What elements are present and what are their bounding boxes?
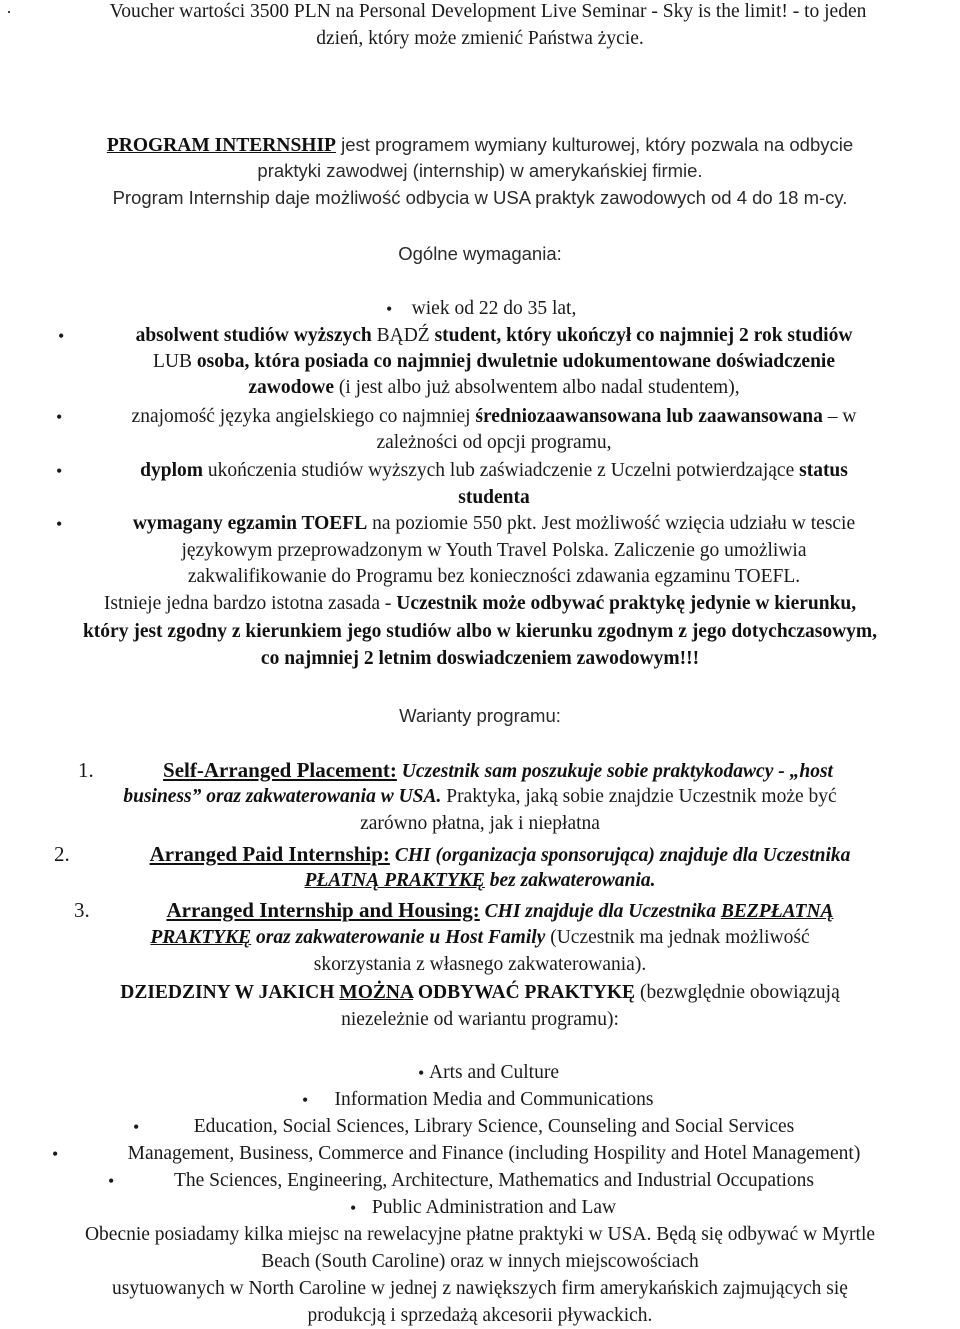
field-item: Management, Business, Commerce and Finance (including Hospility and Hotel Management)	[127, 1143, 861, 1164]
variant-3-line-3: skorzystania z własnego zakwaterowania).	[313, 954, 647, 975]
bullet-f0: •	[418, 1063, 425, 1083]
variant-3-line-2: PRAKTYKĘ oraz zakwaterowanie u Host Family (Uczestnik ma jednak możliwość	[150, 927, 810, 948]
bullet-r4: •	[56, 461, 63, 481]
closing-line-2: Beach (South Caroline) oraz w innych miejscowościach	[261, 1251, 699, 1272]
bullet-f1: •	[302, 1090, 309, 1110]
field-item: The Sciences, Engineering, Architecture, Mathematics and Industrial Occupations	[173, 1170, 815, 1191]
voucher-bullet: ·	[6, 2, 12, 22]
variant-3-line-1: Arranged Internship and Housing: CHI znajduje dla Uczestnika BEZPŁATNĄ	[166, 898, 834, 922]
variant-1-number: 1.	[78, 758, 94, 782]
closing-line-4: produkcją i sprzedażą akcesorii pływackich.	[307, 1305, 653, 1326]
variant-1-line-3: zarówno płatna, jak i niepłatna	[360, 813, 600, 834]
voucher-line-1: Voucher wartości 3500 PLN na Personal Development Live Seminar - Sky is the limit! - to jeden	[109, 1, 867, 22]
variant-3-number: 3.	[74, 898, 90, 922]
rule-line-1: Istnieje jedna bardzo istotna zasada - Uczestnik może odbywać praktykę jedynie w kierunku,	[103, 593, 857, 614]
requirement-education-3: zawodowe (i jest albo już absolwentem albo nadal studentem),	[248, 377, 740, 398]
bullet-r2: •	[58, 326, 65, 346]
requirement-age: wiek od 22 do 35 lat,	[411, 298, 577, 319]
bullet-r1: •	[386, 299, 393, 319]
voucher-line-2: dzień, który może zmienić Państwa życie.	[316, 28, 644, 49]
requirement-english: znajomość języka angielskiego co najmniej średniozaawansowana lub zaawansowana – w	[131, 406, 857, 427]
bullet-f5: •	[350, 1198, 357, 1218]
requirements-heading: Ogólne wymagania:	[398, 243, 562, 264]
internship-line-3: Program Internship daje możliwość odbycia w USA praktyk zawodowych od 4 do 18 m-cy.	[112, 187, 848, 208]
bullet-f2: •	[133, 1117, 140, 1137]
requirement-diploma: dyplom ukończenia studiów wyższych lub zaświadczenie z Uczelni potwierdzające status	[140, 460, 848, 481]
requirement-education: absolwent studiów wyższych BĄDŹ student, który ukończył co najmniej 2 rok studiów	[135, 325, 853, 346]
requirement-education-2: LUB osoba, która posiada co najmniej dwuletnie udokumentowane doświadczenie	[152, 351, 835, 372]
requirement-toefl-2: językowym przeprowadzonym w Youth Travel Polska. Zaliczenie go umożliwia	[181, 540, 807, 561]
internship-line-2: praktyki zawodwej (internship) w amerykańskiej firmie.	[257, 160, 703, 181]
fields-heading-2: niezeleżnie od wariantu programu):	[341, 1009, 619, 1030]
closing-line-1: Obecnie posiadamy kilka miejsc na rewelacyjne płatne praktyki w USA. Będą się odbywać w Myrtle	[84, 1224, 876, 1245]
variant-1-line-2: business” oraz zakwaterowania w USA. Praktyka, jaką sobie znajdzie Uczestnik może być	[123, 786, 837, 807]
variant-1-line-1: Self-Arranged Placement: Uczestnik sam poszukuje sobie praktykodawcy - „host	[163, 758, 833, 782]
requirement-english-2: zależności od opcji programu,	[376, 432, 612, 453]
internship-title: PROGRAM INTERNSHIP	[106, 135, 336, 156]
field-item: Public Administration and Law	[371, 1197, 617, 1218]
variant-2-line-1: Arranged Paid Internship: CHI (organizacja sponsorująca) znajduje dla Uczestnika	[149, 842, 851, 866]
rule-line-2: który jest zgodny z kierunkiem jego studiów albo w kierunku zgodnym z jego dotychczasowym,	[82, 621, 878, 642]
field-item: Education, Social Sciences, Library Science, Counseling and Social Services	[193, 1116, 795, 1137]
fields-heading-1: DZIEDZINY W JAKICH MOŻNA ODBYWAĆ PRAKTYKĘ (bezwględnie obowiązują	[120, 982, 840, 1003]
bullet-r5: •	[56, 514, 63, 534]
variants-heading: Warianty programu:	[399, 705, 561, 726]
field-item: Arts and Culture	[429, 1062, 559, 1083]
requirement-toefl: wymagany egzamin TOEFL na poziomie 550 pkt. Jest możliwość wzięcia udziału w tescie	[132, 513, 856, 534]
requirement-diploma-2: studenta	[458, 487, 530, 508]
bullet-r3: •	[56, 407, 63, 427]
bullet-f3: •	[52, 1144, 59, 1164]
field-item: Information Media and Communications	[334, 1089, 654, 1110]
rule-line-3: co najmniej 2 letnim doswiadczeniem zawodowym!!!	[260, 648, 700, 669]
bullet-f4: •	[108, 1171, 115, 1191]
variant-2-line-2: PŁATNĄ PRAKTYKĘ bez zakwaterowania.	[304, 870, 656, 891]
closing-line-3: usytuowanych w North Caroline w jednej z nawiększych firm amerykańskich zajmujących się	[112, 1278, 848, 1299]
variant-2-number: 2.	[54, 842, 70, 866]
internship-line-1: PROGRAM INTERNSHIP jest programem wymiany kulturowej, który pozwala na odbycie	[106, 134, 854, 156]
requirement-toefl-3: zakwalifikowanie do Programu bez konieczności zdawania egzaminu TOEFL.	[187, 566, 801, 587]
